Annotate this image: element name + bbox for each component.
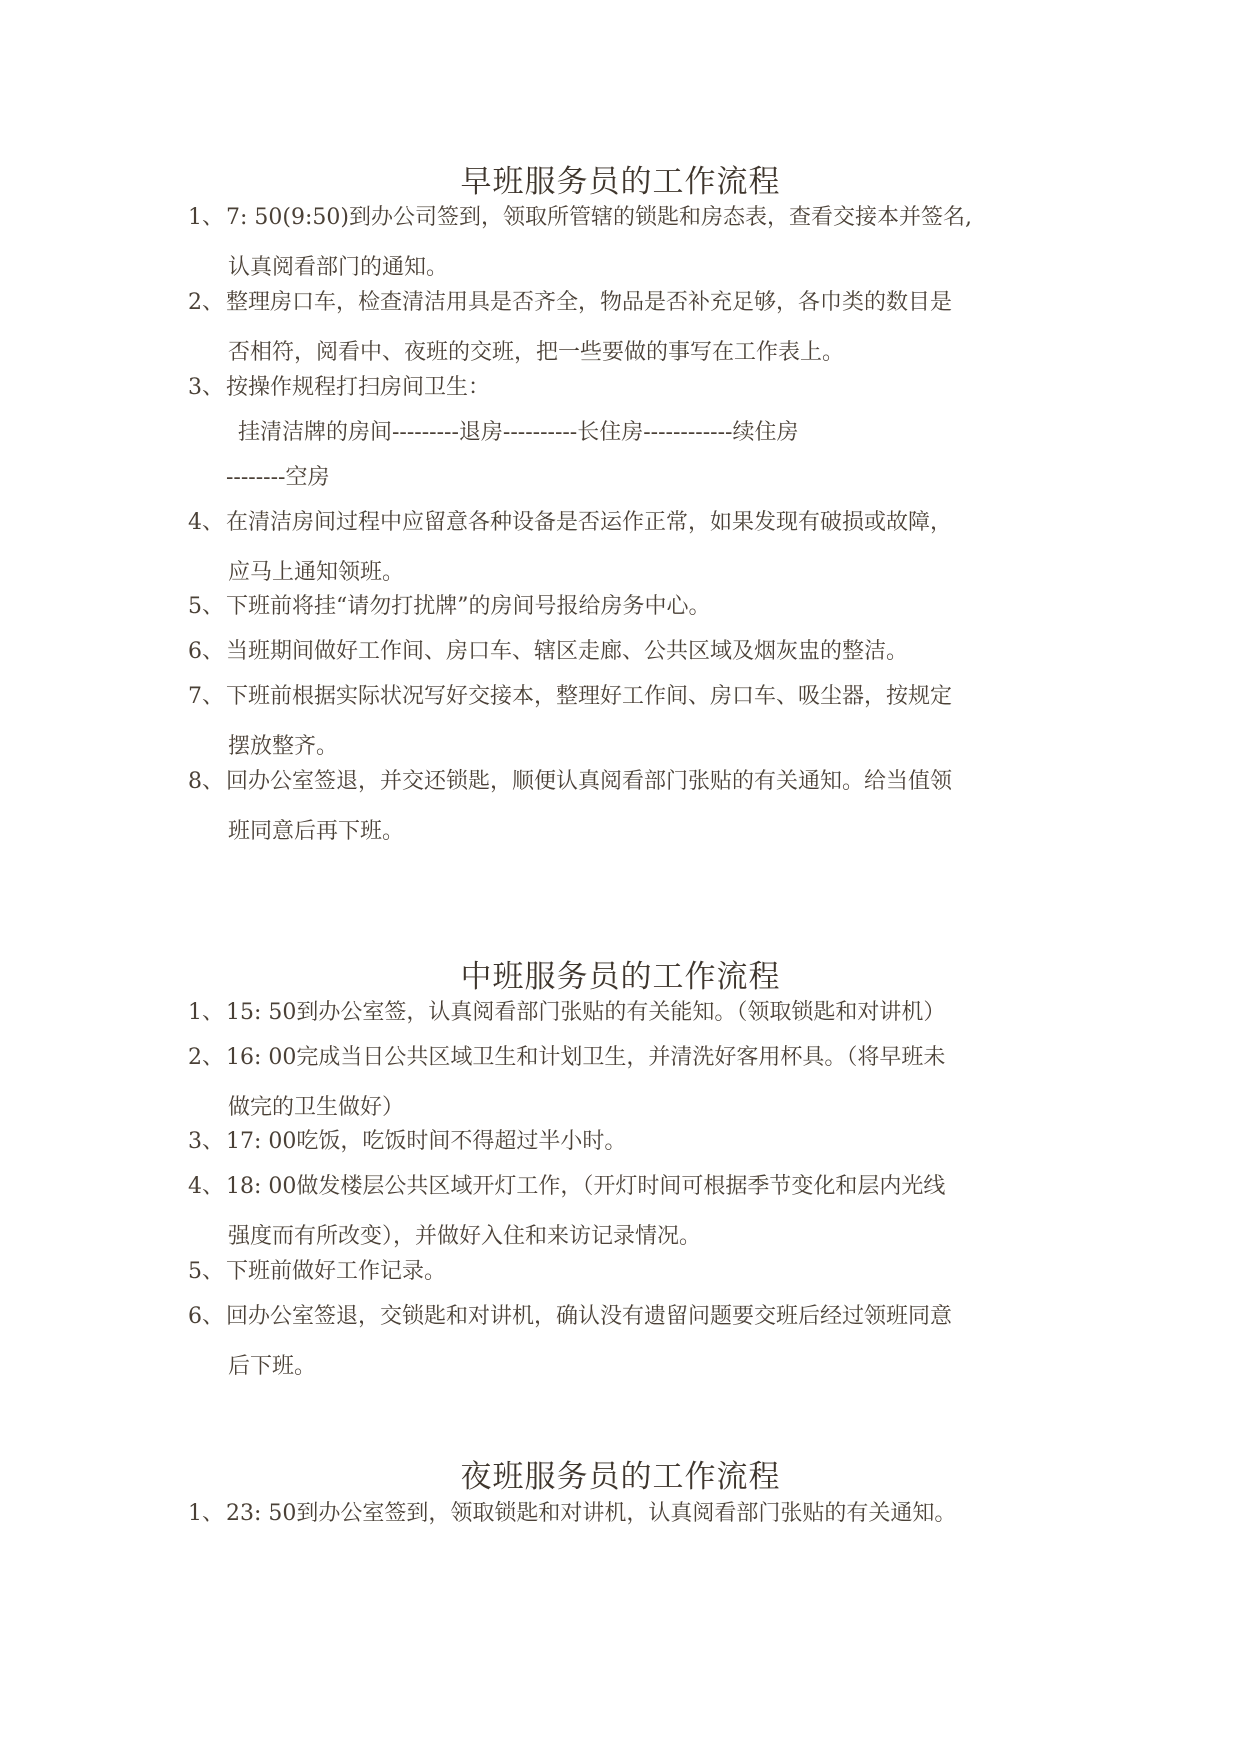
item-number: 1、 bbox=[188, 205, 224, 230]
item-number: 7、 bbox=[188, 684, 224, 709]
item-number: 6、 bbox=[188, 639, 224, 664]
list-item bbox=[188, 1117, 1060, 1167]
list-item bbox=[188, 1489, 1060, 1539]
item-text-continued: 强度而有所改变），并做好入住和来访记录情况。 bbox=[228, 1224, 702, 1249]
item-text: 回办公室签退，并交还锁匙，顺便认真阅看部门张贴的有关通知。给当值领 bbox=[226, 769, 953, 794]
list-item bbox=[188, 988, 1060, 1038]
item-number: 2、 bbox=[188, 290, 224, 315]
item-number: 1、 bbox=[188, 1501, 224, 1526]
list-item bbox=[188, 1247, 1060, 1297]
item-text: 下班前做好工作记录。 bbox=[226, 1259, 447, 1284]
item-number: 4、 bbox=[188, 510, 224, 535]
cleaning-order-line: --------空房 bbox=[226, 465, 330, 490]
item-text: 23: 50到办公室签到，领取锁匙和对讲机，认真阅看部门张贴的有关通知。 bbox=[226, 1501, 957, 1526]
item-text-continued: 应马上通知领班。 bbox=[228, 560, 405, 585]
item-text: 18: 00做发楼层公共区域开灯工作，（开灯时间可根据季节变化和层内光线 bbox=[226, 1174, 946, 1199]
item-number: 5、 bbox=[188, 1259, 224, 1284]
section-title-morning: 早班服务员的工作流程 bbox=[460, 164, 781, 200]
item-text-continued: 认真阅看部门的通知。 bbox=[228, 255, 449, 280]
list-item bbox=[188, 757, 1060, 857]
item-number: 3、 bbox=[188, 375, 224, 400]
item-text: 下班前将挂“请勿打扰牌”的房间号报给房务中心。 bbox=[226, 594, 711, 619]
item-number: 4、 bbox=[188, 1174, 224, 1199]
item-text-continued: 摆放整齐。 bbox=[228, 734, 339, 759]
item-text: 7: 50(9:50)到办公司签到，领取所管辖的锁匙和房态表，查看交接本并签名, bbox=[226, 205, 972, 230]
list-item bbox=[188, 1292, 1060, 1392]
item-text: 17: 00吃饭，吃饭时间不得超过半小时。 bbox=[226, 1129, 627, 1154]
item-text: 16: 00完成当日公共区域卫生和计划卫生，并清洗好客用杯具。（将早班未 bbox=[226, 1045, 946, 1070]
list-item bbox=[188, 582, 1060, 632]
item-text-continued: 后下班。 bbox=[228, 1354, 317, 1379]
item-text: 按操作规程打扫房间卫生： bbox=[226, 375, 491, 400]
list-item bbox=[188, 627, 1060, 677]
item-text: 下班前根据实际状况写好交接本，整理好工作间、房口车、吸尘器，按规定 bbox=[226, 684, 953, 709]
section-title-middle: 中班服务员的工作流程 bbox=[460, 959, 781, 995]
item-number: 6、 bbox=[188, 1304, 224, 1329]
item-text-continued: 班同意后再下班。 bbox=[228, 819, 405, 844]
item-text: 整理房口车，检查清洁用具是否齐全，物品是否补充足够，各巾类的数目是 bbox=[226, 290, 953, 315]
item-number: 8、 bbox=[188, 769, 224, 794]
item-number: 3、 bbox=[188, 1129, 224, 1154]
list-item bbox=[188, 363, 1060, 413]
item-number: 1、 bbox=[188, 1000, 224, 1025]
item-text: 15: 50到办公室签，认真阅看部门张贴的有关能知。（领取锁匙和对讲机） bbox=[226, 1000, 946, 1025]
item-number: 2、 bbox=[188, 1045, 224, 1070]
item-text-continued: 做完的卫生做好） bbox=[228, 1095, 405, 1120]
section-title-night: 夜班服务员的工作流程 bbox=[460, 1459, 781, 1495]
item-text: 在清洁房间过程中应留意各种设备是否运作正常，如果发现有破损或故障， bbox=[226, 510, 953, 535]
item-text-continued: 否相符，阅看中、夜班的交班，把一些要做的事写在工作表上。 bbox=[228, 340, 845, 365]
cleaning-order-line: 挂清洁牌的房间---------退房----------长住房------------续住房 bbox=[238, 420, 799, 445]
item-text: 回办公室签退，交锁匙和对讲机，确认没有遗留问题要交班后经过领班同意 bbox=[226, 1304, 953, 1329]
item-number: 5、 bbox=[188, 594, 224, 619]
item-text: 当班期间做好工作间、房口车、辖区走廊、公共区域及烟灰盅的整洁。 bbox=[226, 639, 909, 664]
